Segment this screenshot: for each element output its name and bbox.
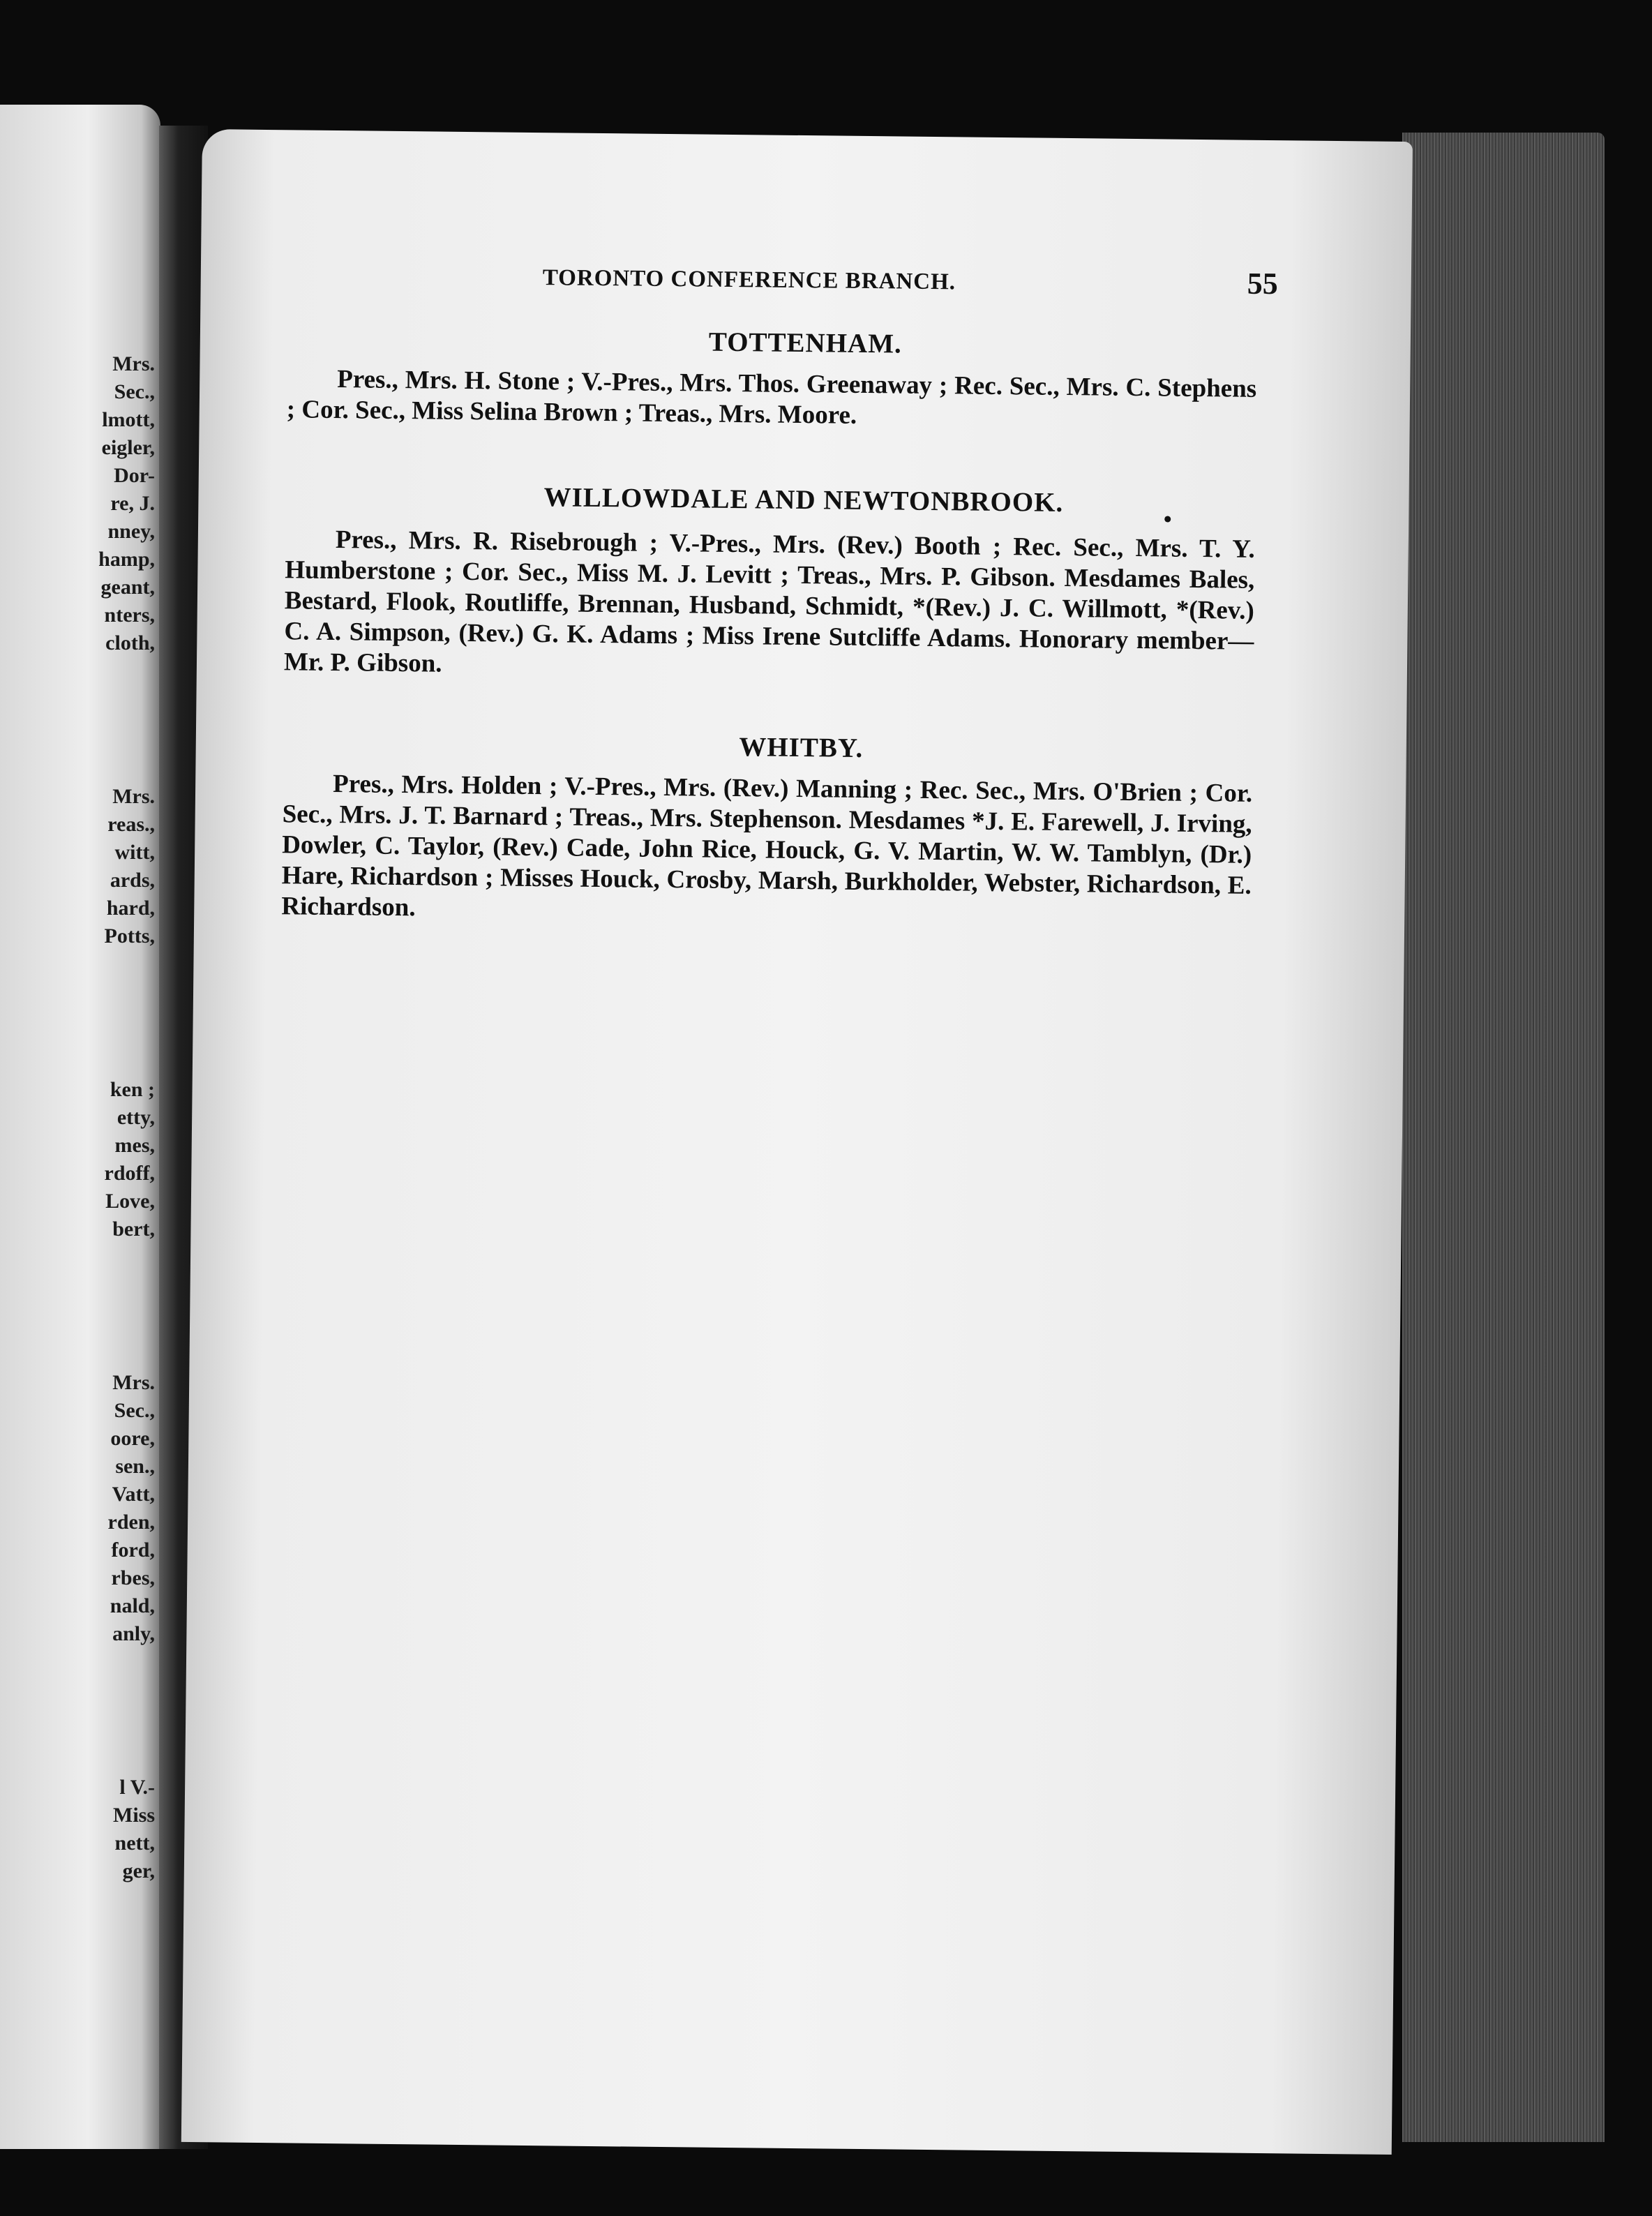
facing-page-fragment: oore, [110,1427,155,1450]
facing-page-fragment: Mrs. [112,352,155,375]
facing-page-fragment: nney, [107,520,155,543]
facing-page-fragment: hard, [106,897,155,920]
facing-page-fragment: mes, [114,1134,155,1157]
facing-page-fragment: Mrs. [112,785,155,808]
facing-page-fragment: Vatt, [112,1483,155,1506]
facing-page-fragment: Love, [105,1190,155,1213]
stray-dot [1164,516,1171,522]
facing-page-fragment: ards, [110,869,155,892]
facing-page-fragment: eigler, [101,436,155,459]
facing-page-fragment: hamp, [98,548,155,571]
page-55 [181,129,1413,2155]
facing-page-fragment: Potts, [104,924,155,948]
running-head: TORONTO CONFERENCE BRANCH. [542,265,956,295]
facing-page-fragment: l V.- [119,1776,155,1799]
facing-page-fragment: nters, [104,604,155,627]
facing-page-fragment: anly, [112,1622,155,1645]
facing-page [0,105,160,2149]
facing-page-fragment: lmott, [102,408,155,431]
section-heading-tottenham: TOTTENHAM. [708,327,903,359]
facing-page-fragment: Mrs. [112,1371,155,1394]
section-body-willowdale: Pres., Mrs. R. Risebrough ; V.-Pres., Mrs. (Rev.) Booth ; Rec. Sec., Mrs. T. Y. Humberstone ; Cor. Sec., Miss M. J. Levitt ; Treas., Mrs. P. Gibson. Mesdames Bales, Bestard, Flook, Routliffe, Brennan, Husband, Schmidt, *(Rev.) J. C. Willmott, *(Rev.) C. A. Simpson, (Rev.) G. K. Adams ; Miss Irene Sutcliffe Adams. Honorary member—Mr. P. Gibson. [283,525,1255,678]
facing-page-fragment: nett, [114,1832,155,1855]
section-body-whitby: Pres., Mrs. Holden ; V.-Pres., Mrs. (Rev.) Manning ; Rec. Sec., Mrs. O'Brien ; Cor. Sec., Mrs. J. T. Barnard ; Treas., Mrs. Stephenson. Mesdames *J. E. Farewell, J. Irving, Dowler, C. Taylor, (Rev.) Cade, John Rice, Houck, G. V. Martin, W. W. Tamblyn, (Dr.) Hare, Richardson ; Misses Houck, Crosby, Marsh, Burkholder, Webster, Richardson, E. Richardson. [281,770,1253,922]
section-heading-whitby: WHITBY. [739,732,864,763]
facing-page-fragment: bert, [112,1218,155,1241]
facing-page-fragment: etty, [117,1106,155,1129]
facing-page-fragment: witt, [114,841,155,864]
facing-page-fragment: sen., [115,1455,155,1478]
facing-page-fragment: reas., [107,813,155,836]
section-heading-willowdale: WILLOWDALE AND NEWTONBROOK. [543,482,1064,518]
facing-page-fragment: Sec., [114,380,155,403]
page-edges [1402,133,1605,2142]
facing-page-fragment: ken ; [110,1078,155,1101]
facing-page-fragment: rdoff, [104,1162,155,1185]
facing-page-fragment: Dor- [114,464,155,487]
facing-page-fragment: Sec., [114,1399,155,1422]
section-body-tottenham: Pres., Mrs. H. Stone ; V.-Pres., Mrs. Thos. Greenaway ; Rec. Sec., Mrs. C. Stephens ; Cor. Sec., Miss Selina Brown ; Treas., Mrs. Moore. [286,365,1257,430]
facing-page-fragment: rbes, [111,1566,155,1589]
page-content [202,129,1413,922]
facing-page-fragment: Miss [113,1804,155,1827]
facing-page-fragment: cloth, [105,631,155,654]
facing-page-fragment: nald, [110,1594,155,1617]
facing-page-fragment: ger, [122,1859,155,1882]
facing-page-fragment: geant, [100,576,155,599]
page-number: 55 [1247,266,1279,301]
facing-page-fragment: rden, [107,1511,155,1534]
facing-page-fragment: re, J. [110,492,155,515]
facing-page-fragment: ford, [111,1539,155,1562]
